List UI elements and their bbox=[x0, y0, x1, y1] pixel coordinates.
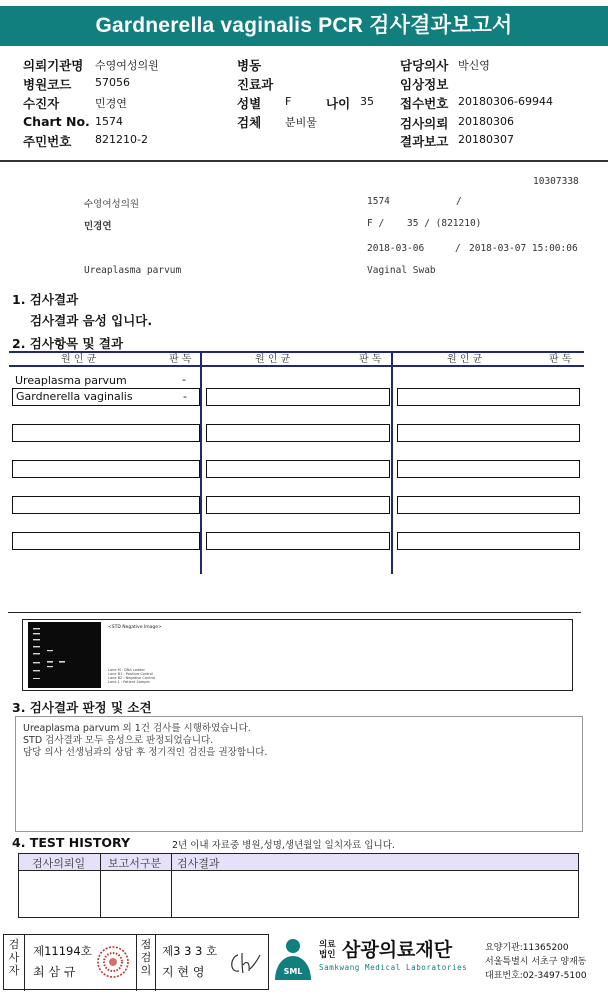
label-request-date: 검사의뢰 bbox=[400, 116, 449, 131]
reviewer-label-char: 점 bbox=[140, 938, 152, 951]
sub-chart-slash: / bbox=[456, 196, 462, 207]
label-age: 나이 bbox=[326, 96, 351, 111]
label-hospital-code: 병원코드 bbox=[23, 77, 72, 92]
result-cell bbox=[206, 496, 390, 514]
value-chart-no: 1574 bbox=[95, 115, 123, 128]
org-phone: 대표번호:02-3497-5100 bbox=[485, 971, 587, 981]
result-cell bbox=[397, 496, 580, 514]
header-divider bbox=[0, 160, 608, 162]
sub-date-report: 2018-03-07 15:00:06 bbox=[469, 243, 578, 254]
history-col-report-type: 보고서구분 bbox=[108, 857, 162, 870]
result-cell bbox=[397, 460, 580, 478]
section1-result: 검사결과 음성 입니다. bbox=[30, 313, 153, 328]
label-doctor: 담당의사 bbox=[400, 58, 449, 73]
inspector-license-no: 제11194호 bbox=[33, 944, 92, 958]
result-cell bbox=[12, 496, 200, 514]
col-pathogen-1: 원 인 균 bbox=[61, 354, 97, 365]
section-divider bbox=[8, 612, 581, 613]
column-divider bbox=[200, 351, 202, 574]
inspector-label-char: 자 bbox=[8, 964, 20, 977]
result-cell bbox=[206, 460, 390, 478]
value-resident-no: 821210-2 bbox=[95, 133, 148, 146]
result-cell bbox=[12, 388, 200, 406]
sub-clinic: 수영여성의원 bbox=[84, 199, 140, 210]
section2-title: 2. 검사항목 및 결과 bbox=[12, 336, 124, 351]
org-type-line: 의료 bbox=[319, 940, 336, 950]
reviewer-label bbox=[136, 935, 156, 991]
sub-date-sep: / bbox=[455, 243, 461, 254]
sub-organism: Ureaplasma parvum bbox=[84, 265, 182, 276]
reviewer-label-char: 의 bbox=[140, 964, 152, 977]
label-receipt-no: 접수번호 bbox=[400, 96, 449, 111]
signature-icon bbox=[226, 949, 262, 979]
result-cell bbox=[12, 460, 200, 478]
value-report-date: 20180307 bbox=[458, 133, 514, 146]
gel-legend-item: Lane 1 : Patient Sample bbox=[108, 680, 150, 684]
org-code: 요양기관:11365200 bbox=[485, 943, 569, 953]
label-patient: 수진자 bbox=[23, 96, 60, 111]
sub-chart: 1574 bbox=[367, 196, 390, 207]
history-table-body bbox=[18, 870, 579, 918]
history-col-request-date: 검사의뢰일 bbox=[32, 857, 86, 870]
history-col-result: 검사결과 bbox=[177, 857, 220, 870]
finding-line: 담당 의사 선생님과의 상담 후 정기적인 검진을 권장합니다. bbox=[23, 747, 268, 758]
section1-title: 1. 검사결과 bbox=[12, 292, 79, 307]
sml-logo-text: SML bbox=[283, 967, 303, 976]
reviewer-license-no: 제3 3 3 호 bbox=[162, 944, 218, 958]
org-type-line: 법인 bbox=[319, 950, 336, 960]
section4-note: 2년 이내 자료중 병원,성명,생년월일 일치자료 입니다. bbox=[172, 840, 395, 851]
reviewer-label-char: 검 bbox=[140, 951, 152, 964]
inspector-label-char: 사 bbox=[8, 951, 20, 964]
value-hospital-code: 57056 bbox=[95, 76, 130, 89]
gel-image bbox=[28, 622, 101, 688]
signature-box bbox=[3, 934, 269, 990]
label-resident-no: 주민번호 bbox=[23, 134, 72, 149]
org-address: 서울특별시 서초구 양재동 bbox=[485, 957, 587, 967]
result-cell bbox=[206, 532, 390, 550]
finding-line: STD 검사결과 모두 음성으로 판정되었습니다. bbox=[23, 735, 214, 746]
sub-patient: 민경연 bbox=[84, 221, 112, 232]
gel-image-frame bbox=[22, 619, 573, 691]
result-name-1: Ureaplasma parvum bbox=[15, 374, 127, 387]
label-sex: 성별 bbox=[237, 96, 262, 111]
label-ward: 병동 bbox=[237, 58, 262, 73]
inspector-name: 최 삼 규 bbox=[33, 965, 76, 979]
sub-specimen: Vaginal Swab bbox=[367, 265, 436, 276]
history-table-header bbox=[18, 853, 579, 871]
gel-legend-item: Lane B1 : Positive Control bbox=[108, 672, 153, 676]
seal-stamp-icon bbox=[96, 945, 130, 979]
col-judgement-3: 판 독 bbox=[549, 354, 572, 365]
results-table-header bbox=[9, 351, 584, 367]
value-patient: 민경연 bbox=[95, 97, 127, 110]
finding-line: Ureaplasma parvum 외 1건 검사를 시행하였습니다. bbox=[23, 723, 251, 734]
sml-logo-icon bbox=[271, 936, 315, 984]
value-age: 35 bbox=[360, 95, 374, 108]
col-judgement-2: 판 독 bbox=[359, 354, 382, 365]
findings-box bbox=[15, 716, 583, 832]
label-report-date: 결과보고 bbox=[400, 134, 449, 149]
inspector-label-char: 검 bbox=[8, 938, 20, 951]
sub-sex-age: F / 35 / (821210) bbox=[367, 218, 482, 229]
value-request-date: 20180306 bbox=[458, 115, 514, 128]
label-specimen: 검체 bbox=[237, 115, 262, 130]
result-value-2: - bbox=[183, 390, 187, 403]
org-name: 삼광의료재단 bbox=[342, 939, 453, 961]
sub-date-received: 2018-03-06 bbox=[367, 243, 425, 254]
value-clinic: 수영여성의원 bbox=[95, 59, 159, 72]
section3-title: 3. 검사결과 판정 및 소견 bbox=[12, 700, 152, 715]
gel-caption: <STD Negative Image> bbox=[108, 625, 162, 630]
org-name-en: Samkwang Medical Laboratories bbox=[319, 963, 468, 972]
result-name-2: Gardnerella vaginalis bbox=[16, 390, 133, 403]
label-clinical-info: 임상정보 bbox=[400, 77, 449, 92]
result-value-1: - bbox=[182, 373, 186, 386]
value-sex: F bbox=[285, 95, 292, 108]
gel-legend-item: Lane M : DNA Ladder bbox=[108, 668, 145, 672]
label-department: 진료과 bbox=[237, 77, 274, 92]
value-doctor: 박신영 bbox=[458, 59, 490, 72]
label-chart-no: Chart No. bbox=[23, 114, 90, 129]
value-specimen: 분비물 bbox=[285, 116, 317, 129]
col-judgement-1: 판 독 bbox=[169, 354, 192, 365]
section4-title: 4. TEST HISTORY bbox=[12, 835, 131, 850]
col-pathogen-3: 원 인 균 bbox=[447, 354, 483, 365]
value-receipt-no: 20180306-69944 bbox=[458, 95, 553, 108]
sub-code: 10307338 bbox=[533, 176, 579, 187]
result-cell bbox=[397, 388, 580, 406]
org-type bbox=[319, 940, 335, 960]
gel-legend bbox=[108, 668, 155, 684]
result-cell bbox=[206, 388, 390, 406]
column-divider bbox=[391, 351, 393, 574]
reviewer-name: 지 현 영 bbox=[162, 965, 205, 979]
label-clinic: 의뢰기관명 bbox=[23, 58, 84, 73]
result-cell bbox=[12, 424, 200, 442]
col-pathogen-2: 원 인 균 bbox=[255, 354, 291, 365]
gel-legend-item: Lane B2 : Negative Control bbox=[108, 676, 156, 680]
result-cell bbox=[206, 424, 390, 442]
result-cell bbox=[397, 424, 580, 442]
result-cell bbox=[12, 532, 200, 550]
inspector-label bbox=[4, 935, 25, 991]
result-cell bbox=[397, 532, 580, 550]
report-title: Gardnerella vaginalis PCR 검사결과보고서 bbox=[0, 6, 608, 46]
